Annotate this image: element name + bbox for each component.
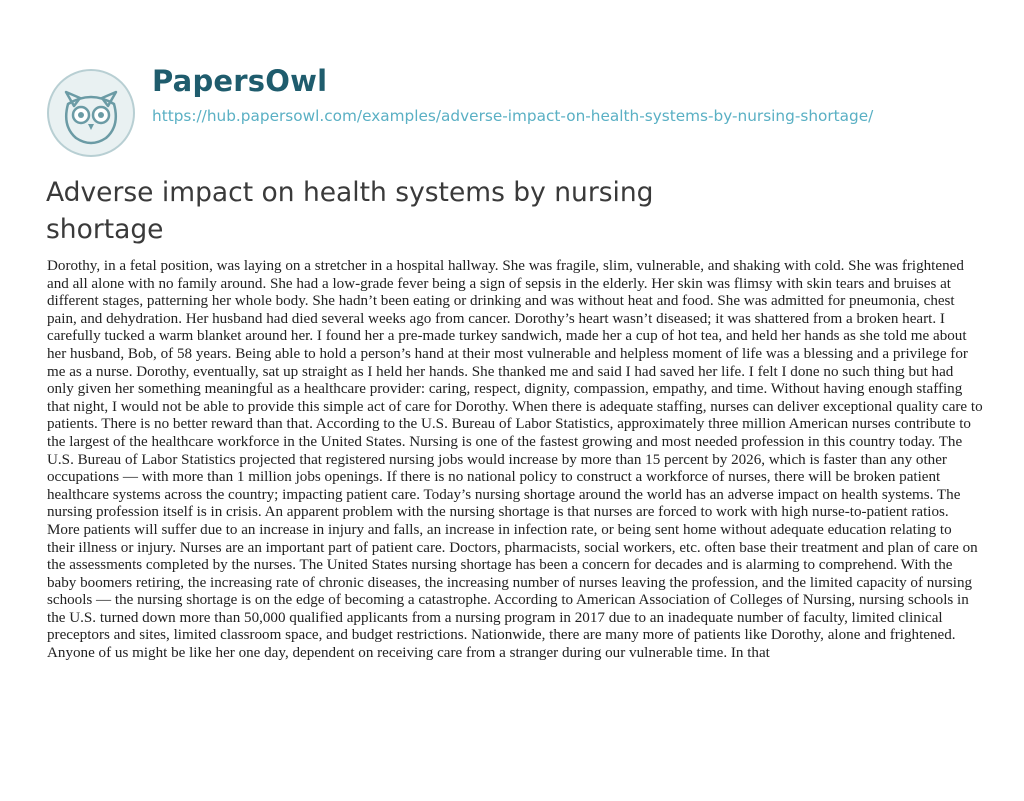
owl-logo-icon [46,68,136,158]
article-title: Adverse impact on health systems by nursing shortage [46,177,654,245]
source-url-link[interactable]: https://hub.papersowl.com/examples/adverse-impact-on-health-systems-by-nursing-shortage/ [152,107,874,125]
brand-name[interactable]: PapersOwl [152,64,328,98]
page-header [0,0,1024,160]
article-body: Dorothy, in a fetal position, was laying on a stretcher in a hospital hallway. She was fragile, slim, vulnerable, and shaking with cold. She was frightened and all alone with no family around. She had a low-grade fever being a sign of sepsis in the elderly. Her skin was flimsy with skin tears and bruises at different stages, patterning her whole body. She hadn’t been eating or drinking and was without heat and food. She was admitted for pneumonia, chest pain, and dehydration. Her husband had died several weeks ago from cancer. Dorothy’s heart wasn’t diseased; it was shattered from a broken heart. I carefully tucked a warm blanket around her. I found her a pre-made turkey sandwich, made her a cup of hot tea, and held her hands as she told me about her husband, Bob, of 58 years. Being able to hold a person’s hand at their most vulnerable and helpless moment of life was a blessing and a privilege for me as a nurse. Dorothy, eventually, sat up straight as I held her hands. She thanked me and said I had saved her life. I felt I done no such thing but had only given her something meaningful as a healthcare provider: caring, respect, dignity, compassion, empathy, and time. Without having enough staffing that night, I would not be able to provide this simple act of care for Dorothy. When there is adequate staffing, nurses can deliver exceptional quality care to patients. There is no better reward than that. According to the U.S. Bureau of Labor Statistics, approximately three million American nurses contribute to the largest of the healthcare workforce in the United States. Nursing is one of the fastest growing and most needed profession in this country today. The U.S. Bureau of Labor Statistics projected that registered nursing jobs would increase by more than 15 percent by 2026, which is faster than any other occupations — with more than 1 million jobs openings. If there is no national policy to construct a workforce of nurses, there will be broken patient healthcare systems across the country; impacting patient care. Today’s nursing shortage around the world has an adverse impact on health systems. The nursing profession itself is in crisis. An apparent problem with the nursing shortage is that nurses are forced to work with high nurse-to-patient ratios. More patients will suffer due to an increase in injury and falls, an increase in infection rate, or being sent home without adequate education relating to their illness or injury. Nurses are an important part of patient care. Doctors, pharmacists, social workers, etc. often base their treatment and plan of care on the assessments completed by the nurses. The United States nursing shortage has been a concern for decades and is alarming to comprehend. With the baby boomers retiring, the increasing rate of chronic diseases, the increasing number of nurses leaving the profession, and the limited capacity of nursing schools — the nursing shortage is on the edge of becoming a catastrophe. According to American Association of Colleges of Nursing, nursing schools in the U.S. turned down more than 50,000 qualified applicants from a nursing program in 2017 due to an inadequate number of faculty, limited clinical preceptors and sites, limited classroom space, and budget restrictions. Nationwide, there are many more of patients like Dorothy, alone and frightened. Anyone of us might be like her one day, dependent on receiving care from a stranger during our vulnerable time. In that [47,258,983,662]
